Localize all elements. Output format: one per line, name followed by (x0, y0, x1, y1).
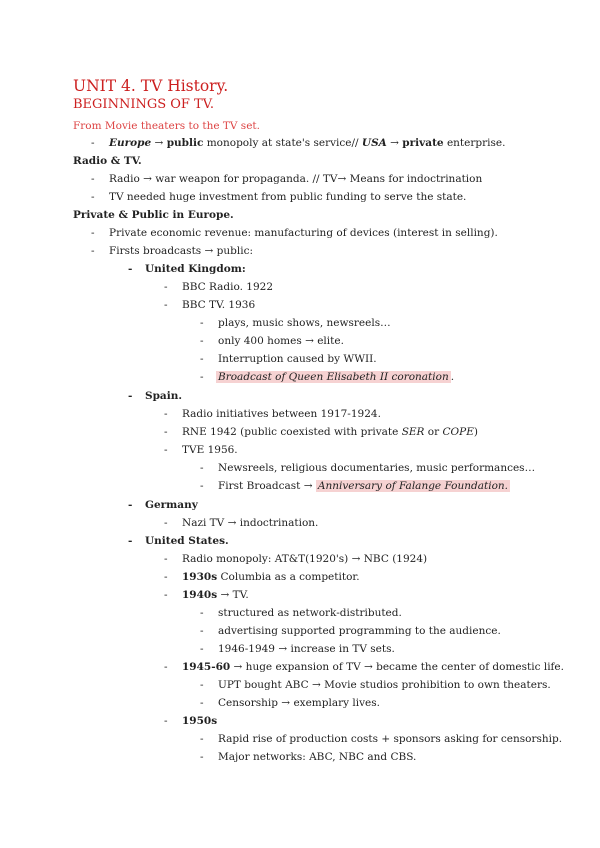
public-text: public (166, 137, 204, 149)
uk-heading: United Kingdom: (145, 263, 246, 275)
radio-tv-line-2: TV needed huge investment from public funding to serve the state. (109, 191, 467, 203)
uk-item-1: plays, music shows, newsreels… (218, 317, 391, 329)
dash-marker: - (164, 299, 168, 311)
dash-marker: - (164, 715, 168, 727)
or-text: or (424, 426, 443, 438)
unit-title: UNIT 4. TV History. (73, 77, 229, 95)
enterprise-text: enterprise. (443, 137, 506, 149)
europe-usa-line (109, 136, 505, 150)
dash-marker: - (91, 191, 95, 203)
dash-marker: - (200, 679, 204, 691)
dash-marker: - (200, 353, 204, 365)
dash-marker: - (164, 444, 168, 456)
arrow-text: → (386, 137, 403, 149)
spain-item-3: TVE 1956. (182, 444, 238, 456)
spain-item-5 (218, 479, 510, 493)
dash-marker: - (91, 173, 95, 185)
usa-text: USA (361, 137, 387, 149)
dash-marker: - (164, 408, 168, 420)
dash-marker: - (200, 335, 204, 347)
decade-text: 1940s (182, 589, 218, 601)
spain-item-1: Radio initiatives between 1917-1924. (182, 408, 381, 420)
ser-text: SER (401, 426, 425, 438)
spain-item-4: Newsreels, religious documentaries, music performances… (218, 462, 536, 474)
germany-item-1: Nazi TV → indoctrination. (182, 517, 319, 529)
private-text: private (402, 137, 444, 149)
uk-item-3: Interruption caused by WWII. (218, 353, 377, 365)
bullet-marker: - (128, 499, 133, 511)
uk-radio: BBC Radio. 1922 (182, 281, 274, 293)
cope-text: COPE (442, 426, 474, 438)
europe-text: Europe (109, 137, 152, 149)
us-item-9: Censorship → exemplary lives. (218, 697, 380, 709)
us-heading: United States. (145, 535, 229, 547)
decade-text: 1945-60 (182, 661, 231, 673)
subheading: From Movie theaters to the TV set. (73, 120, 260, 132)
dash-marker: - (164, 426, 168, 438)
us-item-12: Major networks: ABC, NBC and CBS. (218, 751, 417, 763)
dash-marker: - (164, 661, 168, 673)
us-item-1: Radio monopoly: AT&T(1920's) → NBC (1924) (182, 553, 428, 565)
us-item-5: advertising supported programming to the audience. (218, 625, 501, 637)
first-broadcast-text: First Broadcast → (218, 480, 316, 492)
period-text: . (450, 371, 455, 383)
us-item-3 (182, 588, 249, 602)
bullet-marker: - (128, 535, 133, 547)
expansion-text: → huge expansion of TV → became the center of domestic life. (230, 661, 564, 673)
radio-tv-line-1: Radio → war weapon for propaganda. // TV→ Means for indoctrination (109, 173, 483, 185)
uk-item-4 (216, 370, 454, 384)
section-heading: BEGINNINGS OF TV. (73, 97, 214, 112)
us-item-4: structured as network-distributed. (218, 607, 402, 619)
rne-text: RNE 1942 (public coexisted with private (182, 426, 402, 438)
dash-marker: - (91, 245, 95, 257)
dash-marker: - (200, 371, 204, 383)
spain-item-2 (182, 425, 478, 439)
dash-marker: - (164, 281, 168, 293)
highlighted-text: Broadcast of Queen Elisabeth II coronation (218, 371, 449, 383)
decade-text: 1930s (182, 571, 218, 583)
dash-marker: - (200, 697, 204, 709)
bullet-marker: - (128, 263, 133, 275)
paren-text: ) (473, 426, 478, 438)
dash-marker: - (200, 607, 204, 619)
us-item-11: Rapid rise of production costs + sponsors asking for censorship. (218, 733, 563, 745)
dash-marker: - (164, 571, 168, 583)
dash-marker: - (200, 625, 204, 637)
highlighted-text: Anniversary of Falange Foundation. (317, 480, 509, 492)
arrow-text: → (151, 137, 167, 149)
private-public-line-1: Private economic revenue: manufacturing of devices (interest in selling). (109, 227, 498, 239)
us-item-6: 1946-1949 → increase in TV sets. (218, 643, 395, 655)
private-public-heading: Private & Public in Europe. (73, 209, 234, 221)
dash-marker: - (200, 462, 204, 474)
dash-marker: - (200, 480, 204, 492)
monopoly-text: monopoly at state's service// (203, 137, 362, 149)
tv-text: → TV. (217, 589, 249, 601)
dash-marker: - (164, 553, 168, 565)
radio-tv-heading: Radio & TV. (73, 155, 142, 167)
us-item-7 (182, 660, 564, 674)
bullet-marker: - (128, 390, 133, 402)
uk-tv: BBC TV. 1936 (182, 299, 256, 311)
dash-marker: - (164, 517, 168, 529)
spain-heading: Spain. (145, 390, 183, 402)
columbia-text: Columbia as a competitor. (217, 571, 360, 583)
dash-marker: - (200, 733, 204, 745)
private-public-line-2: Firsts broadcasts → public: (109, 245, 253, 257)
us-item-8: UPT bought ABC → Movie studios prohibition to own theaters. (218, 679, 551, 691)
dash-marker: - (200, 317, 204, 329)
germany-heading: Germany (145, 499, 198, 511)
uk-item-2: only 400 homes → elite. (218, 335, 344, 347)
dash-marker: - (164, 589, 168, 601)
dash-marker: - (91, 137, 95, 149)
us-item-2 (182, 570, 360, 584)
dash-marker: - (200, 751, 204, 763)
us-item-10: 1950s (182, 715, 218, 727)
dash-marker: - (91, 227, 95, 239)
dash-marker: - (200, 643, 204, 655)
